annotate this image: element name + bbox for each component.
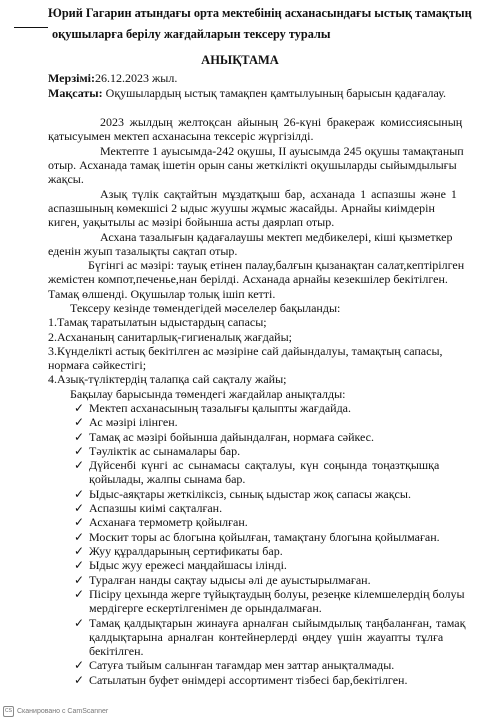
- camscanner-logo-icon: CS: [3, 706, 14, 717]
- paragraph-line: Бүгінгі ас мәзірі: тауық етінен палау,балғын қызанақтан салат,кептірілген: [88, 258, 465, 272]
- check-icon: ✓: [74, 530, 85, 544]
- paragraph-line: жақсы.: [48, 172, 84, 186]
- paragraph-line: жемістен компот,печенье,нан берілді. Асханада арнайы кезекшілер бекітілген.: [48, 272, 448, 286]
- paragraph-line: аспазшының көмекшісі 2 ыдыс жуушы жұмыс жасайды. Арнайы киімдерін: [48, 201, 435, 215]
- check-icon: ✓: [74, 401, 85, 415]
- scanner-text: Сканировано с CamScanner: [17, 708, 109, 715]
- checklist-item: Дүйсенбі күнгі ас сынамасы сақталуы, күн соңында тоңазтқышқа: [89, 458, 440, 472]
- paragraph-line: Тамақ өлшенді. Оқушылар толық ішіп кетті.: [48, 287, 276, 301]
- paragraph-line: қатысуымен мектеп асханасына тексеріс жүргізілді.: [48, 129, 314, 143]
- checklist-item: Жуу құралдарының сертификаты бар.: [89, 544, 283, 558]
- check-icon: ✓: [74, 658, 85, 672]
- checklist-item: Ас мәзірі ілінген.: [89, 415, 178, 429]
- checklist-item: Москит торы ас блогына қойылған, тамақтану блогына қойылмаған.: [89, 530, 440, 544]
- checklist-item: Сатылатын буфет өнімдері ассортимент тізбесі бар,бекітілген.: [89, 673, 408, 687]
- check-icon: ✓: [74, 458, 85, 472]
- paragraph-line: Азық түлік сақтайтын мұздатқыш бар, асханада 1 аспазшы және 1: [100, 187, 457, 201]
- checklist-item: Тамақ қалдықтарын жинауға арналған сыйымдылық таңбаланған, тамақ: [89, 616, 466, 630]
- checklist-item: Тамақ ас мәзірі бойынша дайындалған, нормаға сәйкес.: [89, 430, 374, 444]
- purpose-label: Мақсаты:: [48, 86, 103, 100]
- checklist-item: Туралған нанды сақтау ыдысы әлі де ауыстырылмаған.: [89, 573, 371, 587]
- paragraph-line: 2023 жылдың желтоқсан айының 26-күні бракераж комиссиясының: [100, 115, 463, 129]
- checklist-item: Сатуға тыйым салынған тағамдар мен заттар анықталмады.: [89, 658, 395, 672]
- checklist-item-continuation: қойылады, жалпы сынама бар.: [89, 472, 246, 486]
- date-value: 26.12.2023 жыл.: [94, 71, 178, 85]
- checklist-item: Пісіру цехында жерге түйықтаудың болуы, резеңке кілемшелердің болуы: [89, 587, 465, 601]
- checklist-item-continuation: қалдықтарына арналған контейнерлерді өңдеу үшін жауапты тұлға: [89, 630, 444, 644]
- checklist-item: Мектеп асханасының тазалығы қалыпты жағдайда.: [89, 401, 351, 415]
- checklist-item: Тәуліктік ас сынамалары бар.: [89, 444, 241, 458]
- paragraph-line: отыр. Асханада тамақ ішетін орын саны жеткілікті оқушыларды сыйымдылығы: [48, 158, 457, 172]
- check-icon: ✓: [74, 515, 85, 529]
- check-icon: ✓: [74, 573, 85, 587]
- check-icon: ✓: [74, 558, 85, 572]
- check-icon: ✓: [74, 587, 85, 601]
- paragraph-line: Тексеру кезінде төмендегідей мәселелер бақыланды:: [70, 301, 341, 315]
- paragraph-line: 3.Күнделікті астық бекітілген ас мәзіріне сай дайындалуы, тамақтың сапасы,: [48, 344, 443, 358]
- check-icon: ✓: [74, 544, 85, 558]
- checklist-item-continuation: мердігерге ескертілгенімен де орындалмаған.: [89, 601, 322, 615]
- check-icon: ✓: [74, 430, 85, 444]
- paragraph-line: Асхана тазалығын қадағалаушы мектеп медбикелері, кіші қызметкер: [100, 230, 453, 244]
- paragraph-line: нормаға сәйкестігі;: [48, 358, 147, 372]
- paragraph-line: Мектепте 1 ауысымда-242 оқушы, II ауысымда 245 оқушы тамақтанып: [100, 144, 464, 158]
- date-label: Мерзімі:: [48, 71, 95, 85]
- checklist-item: Аспазшы киімі сақталған.: [89, 501, 223, 515]
- header-line-1: Юрий Гагарин атындағы орта мектебінің асханасындағы ыстық тамақтың: [48, 6, 472, 20]
- check-icon: ✓: [74, 444, 85, 458]
- scanner-watermark: [3, 706, 108, 717]
- header-underline: [14, 27, 48, 28]
- checklist-item: Ыдыс жуу ережесі маңдайшасы ілінді.: [89, 558, 287, 572]
- check-icon: ✓: [74, 673, 85, 687]
- check-icon: ✓: [74, 616, 85, 630]
- checklist-item: Асханаға термометр қойылған.: [89, 515, 248, 529]
- checklist-item: Ыдыс-аяқтары жеткіліксіз, сынық ыдыстар жоқ сапасы жақсы.: [89, 487, 411, 501]
- purpose-value: Оқушылардың ыстық тамақпен қамтылуының барысын қадағалау.: [102, 86, 447, 100]
- paragraph-line: 4.Азық-түліктердің талапқа сай сақталу жайы;: [48, 372, 287, 386]
- paragraph-line: 2.Асхананың санитарлық-гигиеналық жағдайы;: [48, 330, 292, 344]
- check-icon: ✓: [74, 501, 85, 515]
- check-icon: ✓: [74, 415, 85, 429]
- paragraph-line: 1.Тамақ таратылатын ыдыстардың сапасы;: [48, 315, 267, 329]
- purpose-line: [48, 86, 446, 100]
- header-line-2: оқушыларға берілу жағдайларын тексеру туралы: [52, 27, 331, 41]
- paragraph-line: киген, уақытылы ас мәзірі бойынша асты даярлап отыр.: [48, 215, 335, 229]
- document-title: АНЫҚТАМА: [201, 53, 279, 67]
- document-header: [48, 3, 472, 45]
- paragraph-line: еденін жуып тазалықты сақтап отыр.: [48, 244, 238, 258]
- checklist-item-continuation: бекітілген.: [89, 644, 144, 658]
- date-line: [48, 71, 177, 85]
- check-icon: ✓: [74, 487, 85, 501]
- paragraph-line: Бақылау барысында төмендегі жағдайлар анықталды:: [70, 387, 346, 401]
